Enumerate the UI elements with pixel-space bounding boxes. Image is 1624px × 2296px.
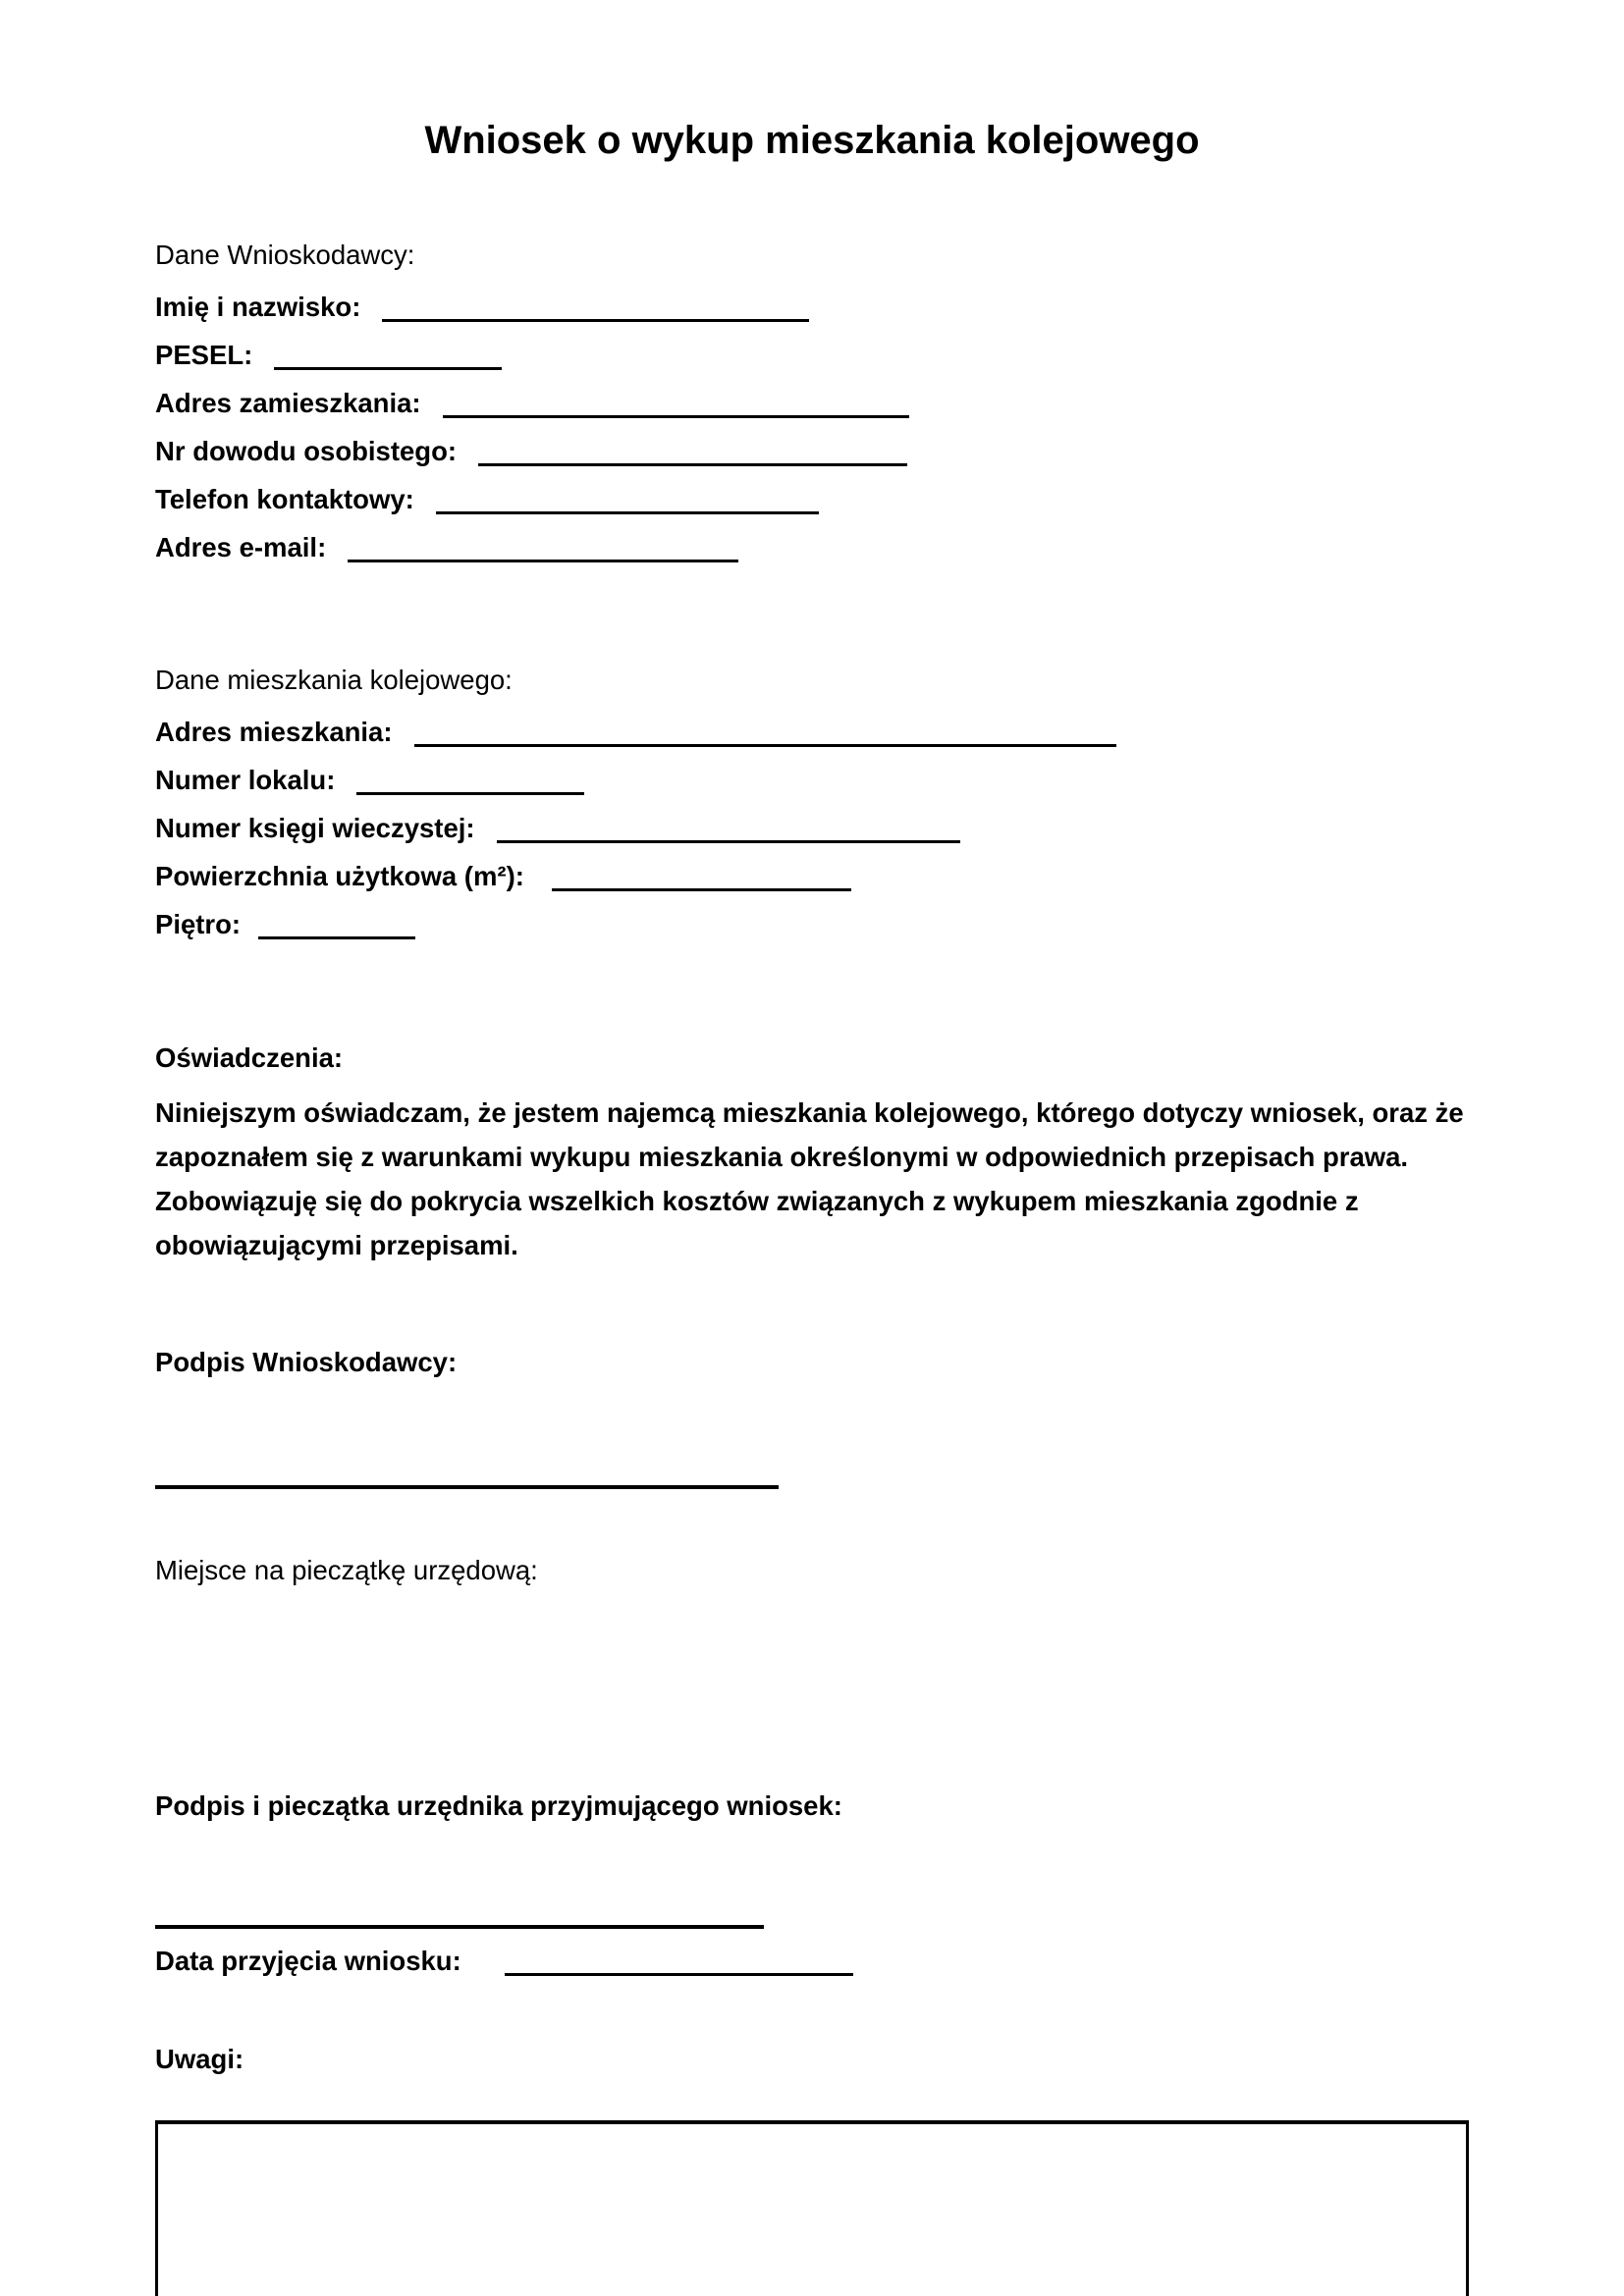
email-label: Adres e-mail: (155, 532, 327, 562)
phone-label: Telefon kontaktowy: (155, 484, 414, 514)
notes-box[interactable] (155, 2120, 1469, 2296)
field-row-residence-address (155, 387, 1469, 420)
pesel-label: PESEL: (155, 340, 253, 370)
usable-area-label: Powierzchnia użytkowa (m²): (155, 861, 524, 891)
pesel-blank[interactable] (274, 367, 502, 370)
stamp-area-label: Miejsce na pieczątkę urzędową: (155, 1555, 538, 1585)
notes-label: Uwagi: (155, 2044, 244, 2074)
field-row-id-number (155, 435, 1469, 468)
apartment-address-blank[interactable] (414, 744, 1116, 747)
phone-blank[interactable] (436, 511, 819, 514)
field-row-floor (155, 908, 1469, 941)
floor-blank[interactable] (258, 936, 415, 939)
field-row-apartment-address (155, 716, 1469, 749)
full-name-blank[interactable] (382, 319, 809, 322)
field-row-usable-area (155, 860, 1469, 893)
land-register-number-label: Numer księgi wieczystej: (155, 813, 475, 843)
residence-address-blank[interactable] (443, 415, 909, 418)
field-row-date-received (155, 1945, 1469, 1978)
field-row-phone (155, 483, 1469, 516)
land-register-number-blank[interactable] (497, 840, 960, 843)
field-row-unit-number (155, 764, 1469, 797)
id-number-label: Nr dowodu osobistego: (155, 436, 458, 466)
email-blank[interactable] (348, 560, 738, 562)
applicant-section-heading: Dane Wnioskodawcy: (155, 240, 415, 270)
applicant-signature-label: Podpis Wnioskodawcy: (155, 1347, 458, 1377)
unit-number-label: Numer lokalu: (155, 765, 336, 795)
page-title: Wniosek o wykup mieszkania kolejowego (424, 119, 1200, 162)
id-number-blank[interactable] (478, 463, 907, 466)
apartment-section-heading: Dane mieszkania kolejowego: (155, 665, 513, 695)
apartment-address-label: Adres mieszkania: (155, 717, 393, 747)
field-row-pesel (155, 339, 1469, 372)
floor-label: Piętro: (155, 909, 242, 939)
official-signature-line[interactable] (155, 1925, 764, 1929)
full-name-label: Imię i nazwisko: (155, 292, 361, 322)
date-received-label: Data przyjęcia wniosku: (155, 1946, 461, 1976)
unit-number-blank[interactable] (356, 792, 584, 795)
declarations-text: Niniejszym oświadczam, że jestem najemcą mieszkania kolejowego, którego dotyczy wniosek, oraz że zapoznałem się z warunkami wykupu mieszkania określonymi w odpowiednich przepisach prawa. Zobowiązuję się do pokrycia wszelkich kosztów związanych z wykupem mieszkania zgodnie z obowiązującymi przepisami. (155, 1097, 1464, 1260)
field-row-land-register-number (155, 812, 1469, 845)
field-row-email (155, 531, 1469, 564)
residence-address-label: Adres zamieszkania: (155, 388, 421, 418)
field-row-full-name (155, 291, 1469, 324)
applicant-signature-line[interactable] (155, 1485, 779, 1489)
official-signature-label: Podpis i pieczątka urzędnika przyjmującego wniosek: (155, 1790, 842, 1821)
date-received-blank[interactable] (505, 1973, 853, 1976)
declarations-heading: Oświadczenia: (155, 1042, 344, 1073)
usable-area-blank[interactable] (552, 888, 851, 891)
